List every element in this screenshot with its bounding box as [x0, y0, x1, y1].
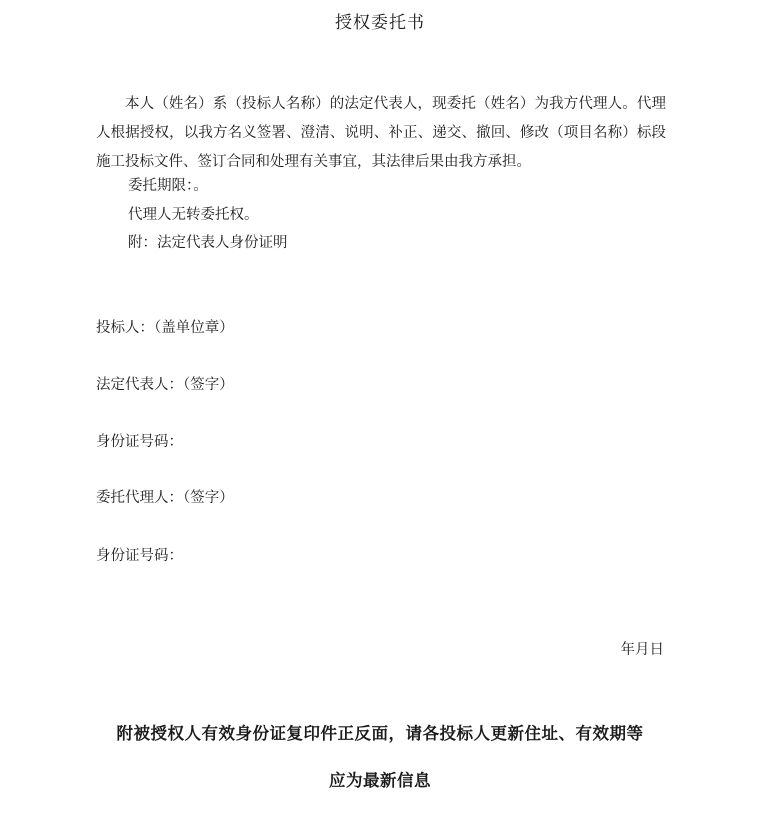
authorization-body: [96, 90, 666, 177]
attachment-line: 附：法定代表人身份证明: [128, 235, 288, 251]
no-subdelegation-line: 代理人无转委托权。: [128, 207, 259, 223]
notice-line-1: 附被授权人有效身份证复印件正反面，请各投标人更新住址、有效期等: [116, 724, 644, 743]
agent-signature-line: 委托代理人：（签字）: [96, 490, 234, 506]
legal-rep-id-line: 身份证号码：: [96, 434, 183, 450]
document-title: 授权委托书: [335, 13, 425, 33]
notice-line-2: 应为最新信息: [329, 771, 431, 790]
body-paragraph: 本人（姓名）系（投标人名称）的法定代表人，现委托（姓名）为我方代理人。代理人根据授权，以我方名义签署、澄清、说明、补正、递交、撤回、修改（项目名称）标段施工投标文件、签订合同和处理有关事宜，其法律后果由我方承担。: [96, 96, 666, 170]
date-line: 年月日: [620, 642, 664, 658]
bidder-seal-line: 投标人：（盖单位章）: [96, 320, 234, 336]
term-line: 委托期限：。: [128, 178, 208, 194]
legal-rep-signature-line: 法定代表人：（签字）: [96, 377, 234, 393]
agent-id-line: 身份证号码：: [96, 548, 183, 564]
